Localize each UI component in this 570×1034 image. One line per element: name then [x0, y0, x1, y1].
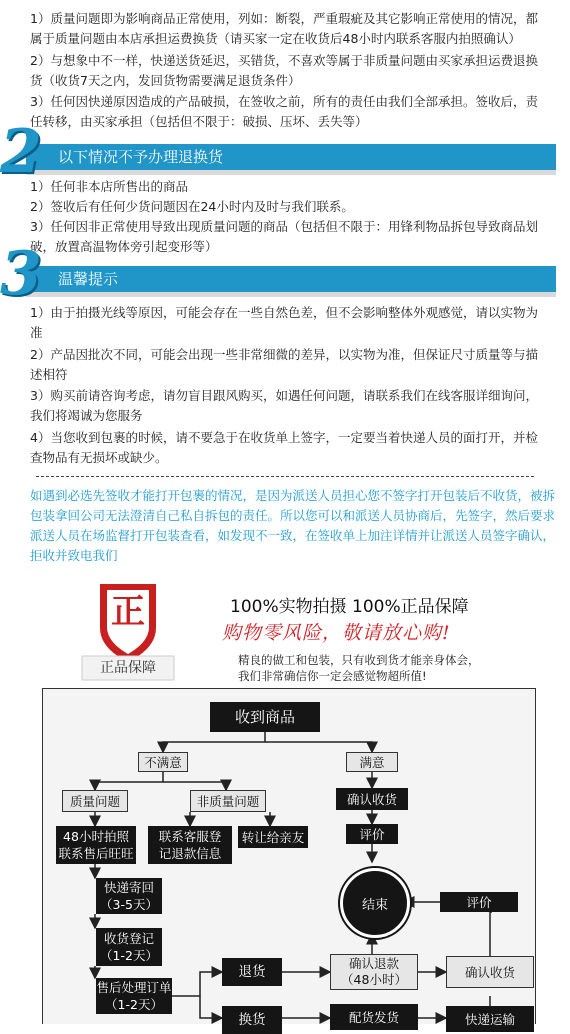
s3-item4-line2: 查物品有无损坏或缺少。 [30, 450, 168, 465]
flow-confirm-refund-line1: 确认退款 [348, 956, 399, 971]
flow-review2: 评价 [440, 892, 518, 912]
s3-item3-line2: 我们将竭诚为您服务 [30, 408, 143, 423]
s2-item3-line1: 3）任何因非正常使用导致出现质量问题的商品（包括但不限于：用锋利物品拆包导致商品划 [30, 219, 538, 234]
guarantee-desc-line2: 我们非常确信你一定会感觉物超所值! [238, 669, 427, 683]
flow-transfer: 转让给亲友 [238, 826, 308, 848]
flow-confirm-receipt2: 确认收货 [446, 956, 534, 988]
flow-register [96, 928, 162, 966]
flow-process-order [96, 978, 172, 1014]
flow-ship-back-line2: （3-5天） [100, 897, 158, 912]
flow-register-line2: （1-2天） [100, 948, 158, 963]
flow-delivery: 快递运输 [446, 1006, 534, 1032]
notice-line1: 如遇到必选先签收才能打开包裹的情况，是因为派送人员担心您不签字打开包装后不收货，被拆 [30, 488, 556, 503]
s1-item2-line1: 2）与想象中不一样，快递送货延迟，买错货，不喜欢等属于非质量问题由买家承担运费退换 [30, 53, 538, 68]
s3-item1-line1: 1）由于拍摄光线等原因，可能会存在一些自然色差，但不会影响整体外观感觉，请以实物为 [30, 305, 538, 320]
guarantee-desc-line1: 精良的做工和包装，只有收到货才能亲身体会， [238, 653, 480, 667]
section2-title: 以下情况不予办理退换货 [58, 148, 224, 166]
s2-item2: 2）签收后有任何少货问题因在24小时内及时与我们联系。 [30, 199, 354, 214]
s3-item1-line2: 准 [30, 325, 43, 340]
flow-receive: 收到商品 [210, 702, 320, 732]
flow-non-quality: 非质量问题 [190, 790, 266, 812]
flow-end: 结束 [340, 868, 410, 938]
flow-ship-back [96, 878, 162, 914]
flow-contact-48h-line1: 48小时拍照 [63, 829, 129, 844]
s3-item4-line1: 4）当您收到包裹的时候，请不要急于在收货单上签字，一定要当着快递人员的面打开，并检 [30, 430, 538, 445]
flow-confirm-receipt: 确认收货 [336, 788, 408, 810]
flow-contact-service-line1: 联系客服登 [158, 829, 222, 844]
seal-character: 正 [111, 592, 145, 632]
section3-number: 3 [0, 239, 42, 309]
flow-ship-out: 配货发货 [330, 1004, 418, 1030]
guarantee-headline: 100%实物拍摄 100%正品保障 [230, 597, 469, 617]
flow-confirm-refund [330, 954, 418, 990]
flow-contact-48h-line2: 联系售后旺旺 [58, 846, 134, 861]
flow-exchange: 换货 [222, 1006, 282, 1034]
notice-line3: 派送人员在场监督打开包装查看，如发现不一致，在签收单上加注详情并让派送人员签字确认， [30, 528, 556, 543]
s1-item1-line1: 1）质量问题即为影响商品正常使用，列如：断裂，严重瑕疵及其它影响正常使用的情况，都 [30, 11, 538, 26]
notice-line4: 拒收并致电我们 [30, 548, 118, 563]
flow-ship-back-line1: 快递寄回 [103, 880, 154, 895]
flow-register-line1: 收货登记 [103, 931, 154, 946]
flow-contact-service-line2: 记退款信息 [158, 846, 222, 861]
s3-item3-line1: 3）购买前请咨询考虑，请勿盲目跟风购买，如遇任何问题，请联系我们在线客服详细询问， [30, 388, 538, 403]
seal-label: 正品保障 [100, 660, 156, 676]
guarantee-slogan: 购物零风险，敬请放心购! [222, 622, 451, 644]
s1-item1-line2: 属于质量问题由本店承担运费换货（请买家一定在收货后48小时内联系客服内拍照确认） [30, 31, 521, 46]
section3-title: 温馨提示 [58, 270, 119, 288]
flow-satisfied: 满意 [346, 752, 398, 772]
flow-review: 评价 [346, 824, 398, 844]
flow-refund: 退货 [222, 958, 282, 986]
flow-quality: 质量问题 [62, 790, 128, 812]
s1-item3-line2: 任转移，由买家承担（包括但不限于：破损、压坏、丢失等） [30, 114, 368, 129]
flow-contact-48h [56, 826, 136, 864]
flow-process-order-line2: （1-2天） [105, 997, 163, 1012]
s1-item3-line1: 3）任何因快递原因造成的产品破损，在签收之前，所有的责任由我们全部承担。签收后，责 [30, 94, 538, 109]
flow-contact-service [148, 826, 232, 864]
s2-item3-line2: 破，放置高温物体旁引起变形等） [30, 239, 218, 254]
s3-item2-line2: 述相符 [30, 367, 68, 382]
flow-process-order-line1: 售后处理订单 [96, 980, 172, 995]
flow-unsatisfied: 不满意 [138, 752, 188, 772]
notice-line2: 包装拿回公司无法澄清自己私自拆包的责任。所以您可以和派送人员协商后，先签字，然后要求 [30, 508, 556, 523]
section2-number: 2 [0, 117, 42, 187]
s1-item2-line2: 货（收货7天之内，发回货物需要满足退货条件） [30, 73, 301, 88]
flow-confirm-refund-line2: （48小时） [341, 972, 407, 987]
s3-item2-line1: 2）产品因批次不同，可能会出现一些非常细微的差异，以实物为准，但保证尺寸质量等与描 [30, 347, 538, 362]
s2-item1: 1）任何非本店所售出的商品 [30, 179, 188, 194]
